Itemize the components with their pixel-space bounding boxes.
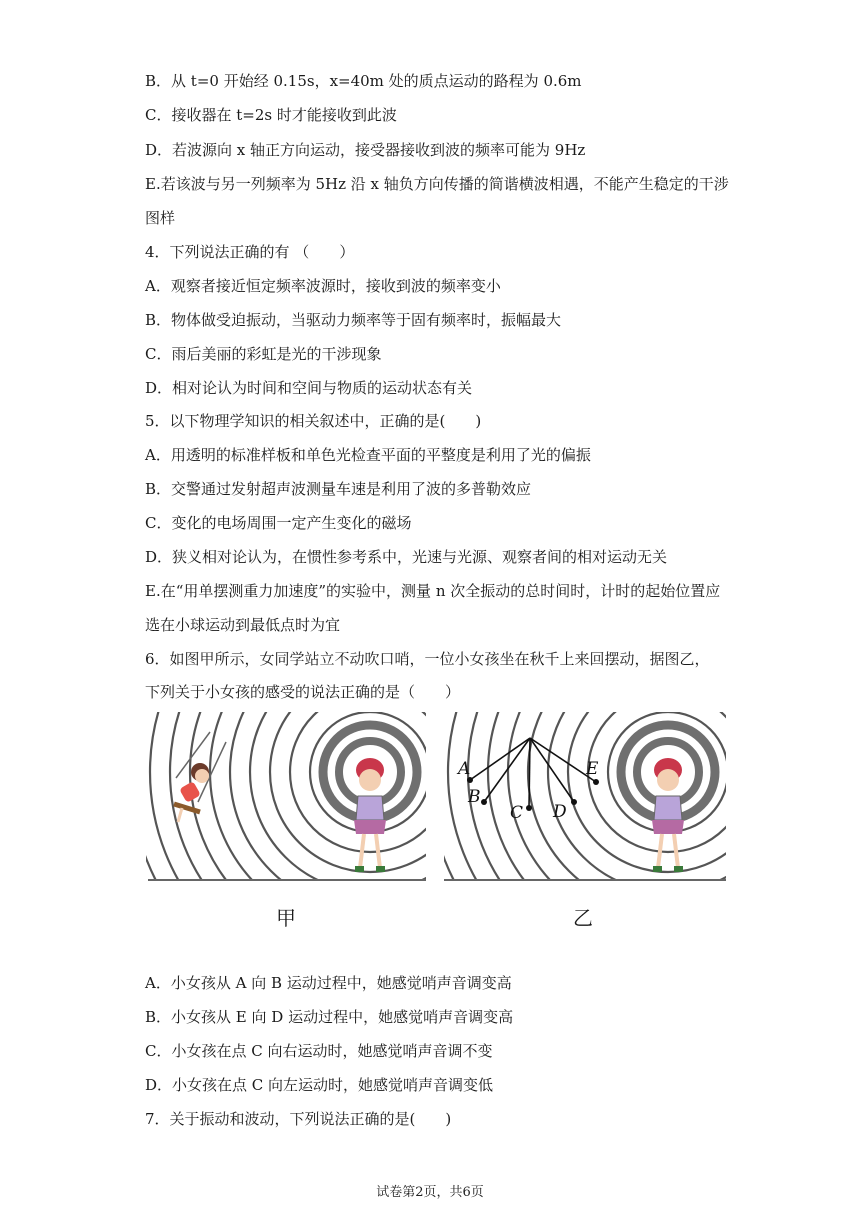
question-5: 5．以下物理学知识的相关叙述中，正确的是( ) — [145, 412, 482, 430]
figure-doppler-swing — [140, 712, 730, 942]
point-label-b: B — [468, 787, 481, 807]
question-4: 4．下列说法正确的有 （ ） — [145, 243, 355, 261]
question-6: 6．如图甲所示，女同学站立不动吹口哨，一位小女孩坐在秋千上来回摆动，据图乙， — [145, 650, 710, 668]
option-3e-cont: 图样 — [145, 209, 176, 227]
question-7: 7．关于振动和波动，下列说法正确的是( ) — [145, 1110, 452, 1128]
option-4d: D．相对论认为时间和空间与物质的运动状态有关 — [145, 379, 473, 397]
point-label-e: E — [586, 759, 599, 779]
whistling-girl-icon-left — [354, 758, 386, 872]
option-4b: B．物体做受迫振动，当驱动力频率等于固有频率时，振幅最大 — [145, 311, 562, 329]
figure-label-jia: 甲 — [276, 906, 296, 930]
option-6d: D．小女孩在点 C 向左运动时，她感觉哨声音调变低 — [145, 1076, 494, 1094]
option-5e-cont: 选在小球运动到最低点时为宜 — [145, 616, 341, 634]
page-footer: 试卷第2页，共6页 — [376, 1185, 484, 1200]
option-5a: A．用透明的标准样板和单色光检查平面的平整度是利用了光的偏振 — [145, 446, 591, 464]
point-label-c: C — [510, 803, 524, 823]
option-3d: D．若波源向 x 轴正方向运动，接受器接收到波的频率可能为 9Hz — [145, 141, 586, 159]
figure-label-yi: 乙 — [573, 906, 593, 930]
swing-girl-icon — [174, 732, 226, 822]
option-5e: E.在“用单摆测重力加速度”的实验中，测量 n 次全振动的总时间时，计时的起始位置应 — [145, 582, 721, 600]
option-3b: B．从 t=0 开始经 0.15s，x=40m 处的质点运动的路程为 0.6m — [145, 72, 582, 90]
option-3c: C．接收器在 t=2s 时才能接收到此波 — [145, 106, 397, 124]
figure-svg — [140, 712, 730, 942]
point-label-d: D — [553, 802, 567, 822]
option-6a: A．小女孩从 A 向 B 运动过程中，她感觉哨声音调变高 — [145, 974, 512, 992]
option-6c: C．小女孩在点 C 向右运动时，她感觉哨声音调不变 — [145, 1042, 493, 1060]
option-5d: D．狭义相对论认为，在惯性参考系中，光速与光源、观察者间的相对运动无关 — [145, 548, 668, 566]
option-4a: A．观察者接近恒定频率波源时，接收到波的频率变小 — [145, 277, 501, 295]
option-5b: B．交警通过发射超声波测量车速是利用了波的多普勒效应 — [145, 480, 532, 498]
option-5c: C．变化的电场周围一定产生变化的磁场 — [145, 514, 412, 532]
option-4c: C．雨后美丽的彩虹是光的干涉现象 — [145, 345, 382, 363]
option-6b: B．小女孩从 E 向 D 运动过程中，她感觉哨声音调变高 — [145, 1008, 514, 1026]
question-6-cont: 下列关于小女孩的感受的说法正确的是（ ） — [145, 683, 461, 701]
whistling-girl-icon-right — [652, 758, 684, 872]
point-label-a: A — [458, 759, 471, 779]
option-3e: E.若该波与另一列频率为 5Hz 沿 x 轴负方向传播的简谐横波相遇，不能产生稳定的干涉 — [145, 175, 729, 193]
